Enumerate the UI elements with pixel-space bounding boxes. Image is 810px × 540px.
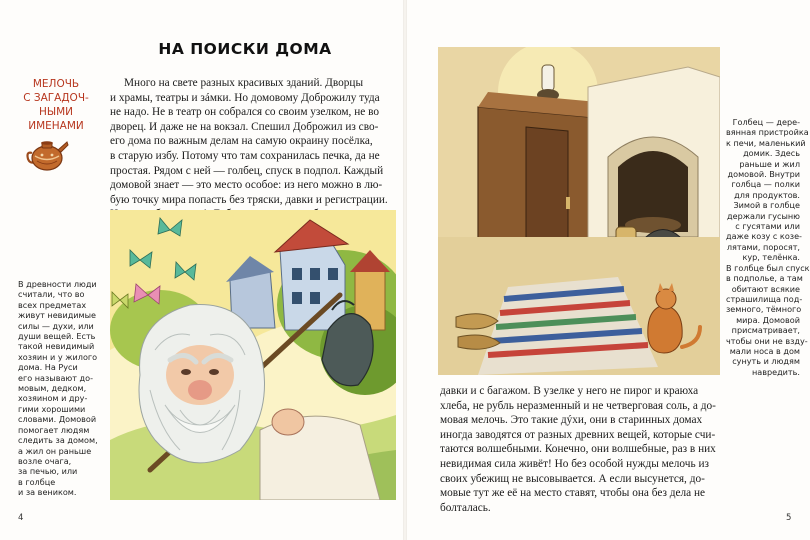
note-line: силы — духи, или — [18, 320, 94, 331]
page-number-left: 4 — [18, 513, 24, 523]
note-line: к печи, маленький — [726, 137, 806, 148]
book-gutter — [403, 0, 407, 540]
page-title: НА ПОИСКИ ДОМА — [158, 40, 332, 58]
text-line: иногда заводятся от разных древних вещей, которые счи- — [440, 428, 716, 441]
note-line: за печью, или — [18, 466, 78, 477]
note-line: мовым, дедком, — [18, 383, 87, 394]
note-line: в голбце — [18, 476, 56, 487]
text-line: и храмы, театры и зáмки. Но домовому Доброжилу туда — [110, 91, 380, 104]
note-line: навредить. — [751, 366, 800, 377]
note-line: лятами, поросят, — [726, 241, 800, 252]
note-line: всех предметах — [18, 299, 87, 310]
clay-jug-icon — [24, 133, 70, 173]
domovoy-illustration — [110, 210, 396, 500]
note-line: души вещей. Есть — [18, 331, 96, 342]
note-line: земного, тёмного — [726, 304, 802, 315]
note-line: Голбец — дере- — [732, 117, 800, 127]
note-line: считали, что во — [18, 289, 85, 300]
note-line: живут невидимые — [18, 310, 97, 321]
text-line: не надо. Не в театр он собрался со своим узелком, не во — [110, 106, 379, 119]
note-line: сунуть и людям — [732, 356, 800, 367]
note-line: раньше и жил — [739, 158, 800, 169]
note-line: Зимой в голбце — [733, 200, 800, 211]
text-line: мовая мелочь. Это такие дýхи, они в старинных домах — [440, 414, 703, 427]
text-line: давки и с багажом. В узелке у него не пирог и краюха — [440, 385, 699, 397]
text-line: невидимая сила живёт! Но без особой нужды мелочь из — [440, 457, 709, 470]
text-line: дворец. И даже не на вокзал. Спешил Доброжил из сво- — [110, 120, 379, 133]
rubric-line: МЕЛОЧЬ — [32, 78, 80, 90]
text-line: таются волшебными. Конечно, они волшебные, раз в них — [440, 443, 716, 456]
note-line: мали носа в дом — [729, 345, 800, 356]
text-line: домовой знает — это место особое: из него можно в лю- — [110, 179, 383, 192]
text-line: хлеба, не рубль неразменный и не четверговая соль, а до- — [440, 399, 716, 412]
note-line: и за веником. — [18, 487, 77, 498]
text-line: в старую избу. Потому что там сохранилась печка, да не — [110, 149, 380, 162]
note-line: такой невидимый — [18, 341, 95, 352]
note-line: дома. На Руси — [18, 362, 78, 373]
note-line: обитают всякие — [731, 283, 800, 294]
note-line: помогает людям — [18, 424, 90, 435]
note-line: страшилища под- — [726, 293, 803, 304]
note-line: В древности люди — [18, 279, 97, 289]
stove-illustration — [438, 47, 720, 375]
text-line: Много на свете разных красивых зданий. Дворцы — [124, 77, 364, 89]
note-line: присматривает, — [731, 325, 800, 336]
text-line: простая. Рядом с ней — голбец, спуск в подпол. Каждый — [110, 164, 384, 177]
rubric-line: НЫМИ — [38, 106, 74, 118]
note-line: с гусятами или — [735, 221, 800, 232]
continuation-text — [440, 384, 730, 515]
note-line: в подполье, а там — [726, 273, 803, 284]
note-line: голбца — полки — [731, 179, 800, 190]
note-line: словами. Домовой — [18, 414, 97, 425]
text-line: болталась. — [440, 501, 491, 514]
note-line: хозяин и у жилого — [18, 351, 98, 362]
note-line: следить за домом, — [18, 435, 98, 446]
sidenote-golbets — [726, 117, 810, 377]
note-line: гими хорошими — [18, 403, 86, 414]
note-line: держали гусыню — [727, 210, 800, 221]
text-line: своих убежищ не высовывается. А если высунется, до- — [440, 472, 705, 485]
intro-text — [110, 76, 398, 222]
note-line: для продуктов. — [734, 189, 800, 200]
note-line: мира. Домовой — [736, 314, 800, 325]
note-line: кур, телёнка. — [742, 252, 800, 263]
note-line: возле очага, — [18, 455, 72, 466]
rubric-line: С ЗАГАДОЧ- — [23, 92, 89, 104]
note-line: чтобы они не взду- — [726, 335, 808, 346]
note-line: домик. Здесь — [743, 148, 800, 159]
text-line: его дома по важным делам на самую окраину посёлка, — [110, 135, 373, 148]
page-number-right: 5 — [786, 513, 792, 523]
note-line: хозяином и дру- — [18, 393, 88, 404]
note-line: В голбце был спуск — [726, 262, 810, 273]
text-line: мовые тут же её на место ставят, чтобы она без дела не — [440, 487, 706, 500]
note-line: вянная пристройка — [726, 127, 809, 138]
sidenote-domovoy — [18, 279, 102, 498]
section-rubric — [8, 77, 104, 133]
rubric-line: ИМЕНАМИ — [28, 120, 84, 132]
note-line: его называют до- — [18, 372, 94, 383]
text-line: бую точку мира попасть без тряски, давки и регистрации. — [110, 193, 388, 206]
note-line: а жил он раньше — [18, 445, 92, 456]
note-line: домовой. Внутри — [727, 169, 800, 180]
note-line: даже козу с козе- — [726, 231, 802, 242]
